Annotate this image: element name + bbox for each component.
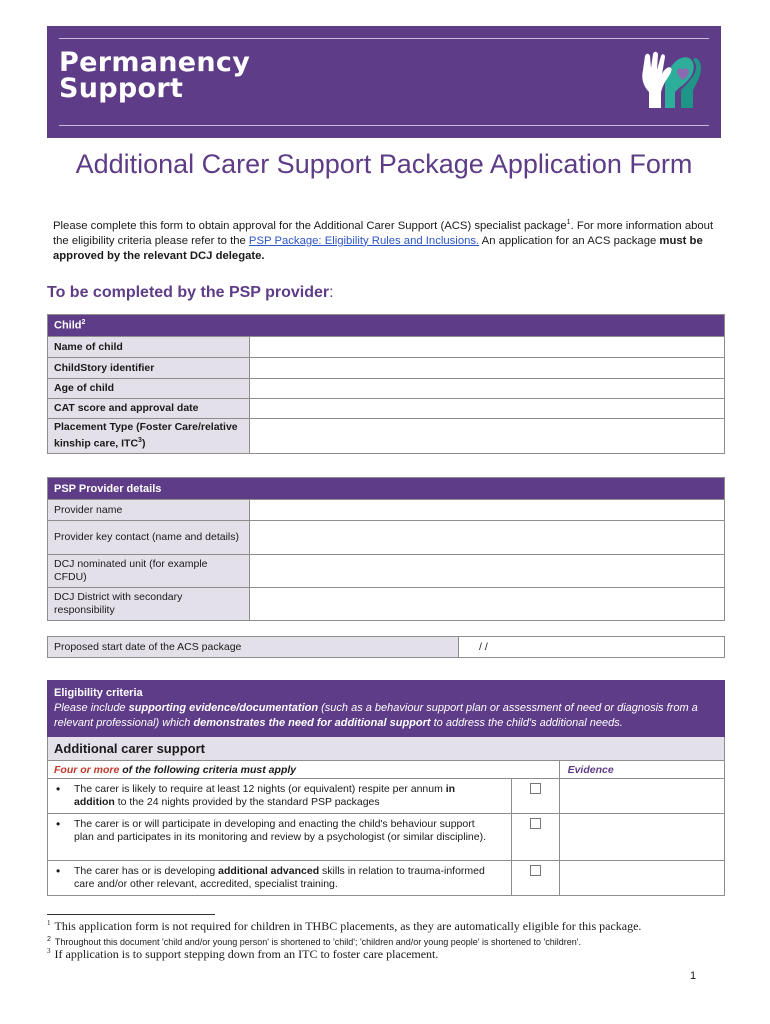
eligibility-table bbox=[47, 680, 725, 896]
dcj-nominated-unit-field[interactable] bbox=[250, 555, 725, 588]
cat-score-label: CAT score and approval date bbox=[48, 399, 250, 419]
elig-desc-3: (such as a behaviour support plan or assessment of need or diagnosis from a relevant professional) which bbox=[54, 702, 698, 729]
child-header-label: Child bbox=[54, 319, 82, 332]
criterion-skills-b: additional advanced bbox=[218, 865, 320, 877]
footnote-2-text: Throughout this document 'child and/or young person' is shortened to 'child'; 'children and/or young people' is shortened to 'children'. bbox=[54, 937, 581, 947]
elig-desc-4: demonstrates the need for additional support bbox=[193, 717, 431, 729]
start-date-label: Proposed start date of the ACS package bbox=[48, 637, 459, 658]
footnote-1-number: 1 bbox=[47, 919, 51, 927]
bullet-icon: • bbox=[56, 782, 61, 796]
footnote-divider bbox=[47, 914, 215, 915]
criterion-respite-b: in addition bbox=[74, 783, 456, 808]
criteria-rule-text: of the following criteria must apply bbox=[119, 763, 297, 776]
criterion-behaviour-plan-checkbox-cell bbox=[511, 814, 559, 861]
elig-desc-1: Please include bbox=[54, 702, 129, 714]
criteria-rule bbox=[48, 761, 560, 779]
header-banner bbox=[47, 26, 721, 138]
criterion-advanced-skills-text bbox=[74, 865, 494, 891]
intro-paragraph bbox=[53, 215, 717, 264]
provider-key-contact-field[interactable] bbox=[250, 521, 725, 555]
criterion-behaviour-plan-evidence[interactable] bbox=[559, 814, 724, 861]
elig-desc-5: to address the child's additional needs. bbox=[430, 717, 623, 729]
eligibility-header-cell bbox=[48, 681, 725, 737]
brand-line-1: Permanency bbox=[59, 47, 251, 78]
bullet-icon: • bbox=[56, 864, 61, 878]
page-title: Additional Carer Support Package Application Form bbox=[75, 149, 693, 179]
brand-title bbox=[59, 47, 251, 104]
checkbox-icon[interactable] bbox=[530, 818, 541, 829]
elig-desc-2: supporting evidence/documentation bbox=[128, 702, 319, 714]
criterion-respite-evidence[interactable] bbox=[559, 779, 724, 814]
childstory-identifier-label: ChildStory identifier bbox=[48, 358, 250, 379]
placement-type-close: ) bbox=[141, 437, 146, 450]
section-heading-text: To be completed by the PSP provider bbox=[47, 284, 330, 301]
provider-table bbox=[47, 477, 725, 621]
placement-type-label bbox=[48, 419, 250, 454]
intro-footnote-ref: 1 bbox=[566, 219, 571, 226]
placement-type-text: Placement Type (Foster Care/relative kinship care, ITC bbox=[54, 421, 238, 450]
start-date-field[interactable]: / / bbox=[459, 637, 725, 658]
eligibility-header bbox=[48, 681, 724, 736]
criteria-rule-count: Four or more bbox=[54, 763, 120, 776]
criterion-skills-c: skills in relation to trauma-informed care and/or other relevant, accredited, specialist training. bbox=[74, 865, 485, 890]
placement-footnote-ref: 3 bbox=[138, 437, 142, 444]
criterion-advanced-skills-checkbox-cell bbox=[511, 861, 559, 896]
heart-hands-icon bbox=[635, 46, 707, 112]
dcj-district-field[interactable] bbox=[250, 588, 725, 621]
intro-text-3: An application for an ACS package bbox=[479, 234, 660, 247]
checkbox-icon[interactable] bbox=[530, 865, 541, 876]
dcj-district-label: DCJ District with secondary responsibility bbox=[48, 588, 250, 621]
name-of-child-label: Name of child bbox=[48, 337, 250, 358]
criterion-respite-text bbox=[74, 783, 494, 809]
evidence-header: Evidence bbox=[559, 761, 724, 779]
eligibility-title: Eligibility criteria bbox=[54, 687, 143, 699]
section-heading-colon: : bbox=[329, 284, 334, 301]
provider-name-field[interactable] bbox=[250, 500, 725, 521]
footnote-1-text: This application form is not required for children in THBC placements, as they are automatically eligible for this package. bbox=[54, 919, 642, 933]
child-table bbox=[47, 314, 725, 454]
criterion-respite-a: The carer is likely to require at least 12 nights (or equivalent) respite per annum bbox=[74, 783, 446, 795]
dcj-nominated-unit-label: DCJ nominated unit (for example CFDU) bbox=[48, 555, 250, 588]
bullet-icon: • bbox=[56, 817, 61, 831]
placement-type-field[interactable] bbox=[250, 419, 725, 454]
provider-name-label: Provider name bbox=[48, 500, 250, 521]
criterion-behaviour-plan-text: The carer is or will participate in developing and enacting the child's behaviour support plan and participates in its monitoring and review by a psychologist (or similar discipline). bbox=[74, 818, 487, 843]
criterion-behaviour-plan bbox=[48, 814, 512, 861]
child-footnote-ref: 2 bbox=[81, 319, 86, 327]
checkbox-icon[interactable] bbox=[530, 783, 541, 794]
footnote-3-number: 3 bbox=[47, 947, 51, 955]
intro-approval-note: must be approved by the relevant DCJ delegate. bbox=[53, 234, 703, 262]
name-of-child-field[interactable] bbox=[250, 337, 725, 358]
eligibility-description bbox=[54, 701, 718, 731]
provider-table-header: PSP Provider details bbox=[48, 478, 725, 500]
page-number: 1 bbox=[690, 970, 697, 982]
footnote-1 bbox=[47, 919, 727, 934]
footnote-3 bbox=[47, 947, 727, 962]
eligibility-rules-link[interactable]: PSP Package: Eligibility Rules and Inclusions. bbox=[248, 234, 480, 247]
start-date-table bbox=[47, 636, 725, 658]
intro-text-1: Please complete this form to obtain approval for the Additional Carer Support (ACS) specialist package bbox=[53, 219, 567, 232]
criterion-respite-checkbox-cell bbox=[511, 779, 559, 814]
criterion-respite-c: to the 24 nights provided by the standard PSP packages bbox=[114, 796, 380, 808]
footnote-2 bbox=[47, 936, 727, 947]
age-of-child-label: Age of child bbox=[48, 379, 250, 399]
footnote-2-number: 2 bbox=[47, 936, 51, 943]
banner-rule-top bbox=[59, 38, 709, 39]
provider-key-contact-label: Provider key contact (name and details) bbox=[48, 521, 250, 555]
age-of-child-field[interactable] bbox=[250, 379, 725, 399]
banner-rule-bottom bbox=[59, 125, 709, 126]
childstory-identifier-field[interactable] bbox=[250, 358, 725, 379]
criterion-respite bbox=[48, 779, 512, 814]
criterion-skills-a: The carer has or is developing bbox=[74, 865, 219, 877]
criterion-advanced-skills bbox=[48, 861, 512, 896]
criterion-advanced-skills-evidence[interactable] bbox=[559, 861, 724, 896]
footnote-3-text: If application is to support stepping down from an ITC to foster care placement. bbox=[54, 947, 439, 961]
additional-carer-support-heading: Additional carer support bbox=[48, 737, 725, 761]
section-heading bbox=[47, 284, 334, 302]
child-table-header bbox=[48, 315, 725, 337]
cat-score-field[interactable] bbox=[250, 399, 725, 419]
brand-line-2: Support bbox=[59, 73, 184, 104]
intro-text-2: . For more information about the eligibility criteria please refer to the bbox=[53, 219, 714, 247]
